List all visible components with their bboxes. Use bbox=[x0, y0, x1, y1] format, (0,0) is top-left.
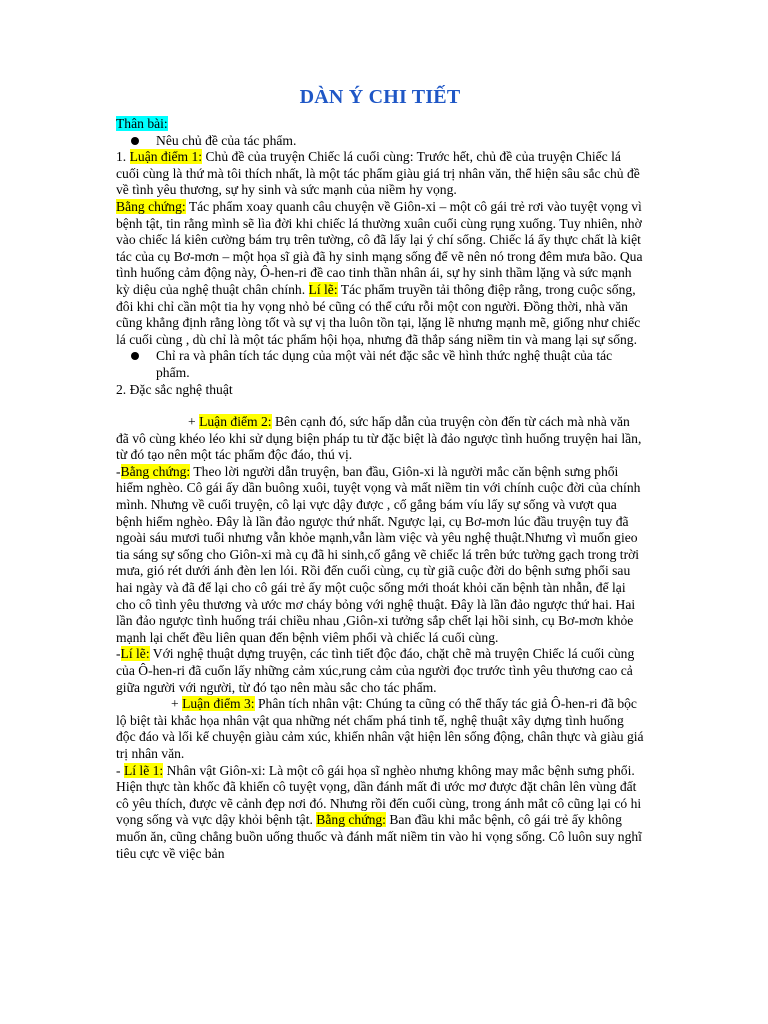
li-le-1-label: Lí lẽ 1: bbox=[123, 762, 164, 778]
luan-diem-1-label: Luận điểm 1: bbox=[129, 149, 203, 165]
paragraph-luan-diem-1 bbox=[116, 149, 644, 199]
luan-diem-2-label: Luận điểm 2: bbox=[199, 414, 272, 430]
paragraph-luan-diem-2 bbox=[116, 414, 644, 464]
paragraph-text: Tác phẩm xoay quanh câu chuyện về Giôn-xi – một cô gái trẻ rơi vào tuyệt vọng vì bệnh tật, tin rằng mình sẽ lìa đời khi chiếc lá thường xuân cuối cùng rụng xuống. Tuy nhiên, nhờ vào chiếc lá kiên cường bám trụ trên tường, cô đã lấy lại ý chí sống. Chiếc lá ấy thực chất là kiệt tác của cụ Bơ-mơn – một họa sĩ già đã hy sinh mạng sống để vẽ nên nó trong đêm mưa bão. Qua tình huống cảm động này, Ô-hen-ri đề cao tinh thần nhân ái, sự hy sinh thầm lặng và sức mạnh kỳ diệu của nghệ thuật chân chính. bbox=[116, 198, 643, 297]
spacer bbox=[116, 398, 644, 414]
paragraph-bang-chung-1 bbox=[116, 199, 644, 348]
paragraph-prefix: 1. bbox=[116, 149, 130, 165]
than-bai-label: Thân bài: bbox=[116, 116, 168, 131]
bullet-dot-icon bbox=[131, 137, 139, 145]
li-le-label: Lí lẽ: bbox=[120, 646, 150, 662]
paragraph-li-le-2 bbox=[116, 646, 644, 696]
bullet-item bbox=[116, 348, 644, 381]
paragraph-prefix: + bbox=[171, 696, 183, 712]
paragraph-luan-diem-3 bbox=[116, 696, 644, 762]
bullet-text: Chỉ ra và phân tích tác dụng của một vài nét đặc sắc về hình thức nghệ thuật của tác phẩm. bbox=[156, 348, 613, 380]
bang-chung-label: Bằng chứng: bbox=[120, 463, 191, 479]
bullet-text: Nêu chủ đề của tác phẩm. bbox=[156, 132, 297, 148]
li-le-label: Lí lẽ: bbox=[308, 281, 338, 297]
bullet-item bbox=[116, 133, 644, 150]
paragraph-prefix: - bbox=[116, 762, 124, 778]
bang-chung-label: Bằng chứng: bbox=[316, 812, 386, 828]
paragraph-dac-sac: 2. Đặc sắc nghệ thuật bbox=[116, 381, 233, 397]
paragraph-text: Với nghệ thuật dựng truyện, các tình tiết độc đáo, chặt chẽ mà truyện Chiếc lá cuối cùng của Ô-hen-ri đã cuốn lấy những cảm xúc,rung cảm của người đọc trước tình yêu thương cao cả giữa người với người, từ đó tạo nên màu sắc cho tác phẩm. bbox=[116, 646, 635, 695]
paragraph-text: Phân tích nhân vật: Chúng ta cũng có thể thấy tác giả Ô-hen-ri đã bộc lộ biệt tài khắc họa nhân vật qua những nét chấm phá tinh tế, nghệ thuật xây dựng tình huống độc đáo và lối kể chuyện giàu cảm xúc, khiến nhân vật hiện lên sống động, chân thực và giàu giá trị nhân văn. bbox=[116, 696, 644, 761]
paragraph-prefix: + bbox=[188, 414, 200, 430]
paragraph-text: Nhân vật Giôn-xi: Là một cô gái họa sĩ nghèo nhưng không may mắc bệnh sưng phổi. Hiện thực tàn khốc đã khiến cô tuyệt vọng, dần đánh mất đi ước mơ được đặt chân lên vùng đất cô yêu thích, được vẽ cảnh đẹp nơi đó. Nhưng rồi đến cuối cùng, trong ánh mắt cô cũng lại có hi vọng sống và vực dậy khỏi bệnh tật. bbox=[116, 762, 642, 828]
paragraph-bang-chung-2 bbox=[116, 464, 644, 647]
paragraph-li-le-1 bbox=[116, 763, 644, 863]
page-title: DÀN Ý CHI TIẾT bbox=[299, 86, 461, 108]
paragraph-text: Tác phẩm truyền tải thông điệp rằng, trong cuộc sống, đôi khi chỉ cần một tia hy vọng nhỏ bé cũng có thể cứu rỗi một con người. Đồng thời, nhà văn cũng khẳng định rằng lòng tốt và sự vị tha luôn tồn tại, lặng lẽ nhưng mạnh mẽ, giống như chiếc lá cuối cùng , dù chỉ là một tác phẩm hội họa, nhưng đã thắp sáng niềm tin và mang lại sự sống. bbox=[116, 281, 641, 347]
paragraph-text: Chủ đề của truyện Chiếc lá cuối cùng: Trước hết, chủ đề của truyện Chiếc lá cuối cùng là thứ mà tôi thích nhất, là một tác phẩm giàu giá trị nhân văn, thể hiện sâu sắc chủ đề về tình yêu thương, sự hy sinh và sức mạnh của niềm hy vọng. bbox=[116, 149, 640, 198]
paragraph-text: Ban đầu khi mắc bệnh, cô gái trẻ ấy không muốn ăn, cũng chẳng buồn uống thuốc và đánh mất niềm tin vào hi vọng sống. Cô luôn suy nghĩ tiêu cực về việc bản bbox=[116, 812, 642, 861]
paragraph-prefix: - bbox=[116, 646, 121, 662]
paragraph-prefix: - bbox=[116, 463, 121, 479]
bang-chung-label: Bằng chứng: bbox=[116, 198, 186, 214]
paragraph-text: Theo lời người dẫn truyện, ban đầu, Giôn-xi là người mắc căn bệnh sưng phổi hiểm nghèo. Cô gái ấy dần buông xuôi, tuyệt vọng và mất niềm tin với chính cuộc đời của chính mình. Nhưng về cuối truyện, cô lại vực dậy được , cố gắng bám víu lấy sự sống và vượt qua bệnh hiểm nghèo. Đây là lần đảo ngược thứ nhất. Ngược lại, cụ Bơ-mơn lúc đầu truyện tuy đã ngoài sáu mươi tuổi nhưng vẫn khỏe mạnh,vẫn làm việc và yêu nghệ thuật.Nhưng vì muốn gieo tia sáng sự sống cho Giôn-xi mà cụ đã hi sinh,cố gắng vẽ chiếc lá trên bức tường gạch trong trời mưa, gió rét dưới ánh đèn len lói. Rồi đến cuối cùng, cụ từ giã cuộc đời do bệnh sưng phổi sau hai ngày và đã để lại cho cô gái trẻ ấy một cuộc sống mới thoát khỏi căn bệnh tàn nhẫn, để lại cho cô tình yêu thương và ước mơ cháy bỏng với nghệ thuật. Đây là lần đảo ngược thứ hai. Hai lần đảo ngược tình huống trái chiều nhau ,Giôn-xi tưởng sắp chết lại hồi sinh, cụ Bơ-mơn khỏe mạnh lại chết đều liên quan đến bệnh viêm phổi và chiếc lá cuối cùng. bbox=[116, 463, 641, 645]
bullet-dot-icon bbox=[131, 352, 139, 360]
section-heading bbox=[116, 116, 644, 133]
paragraph-text: Bên cạnh đó, sức hấp dẫn của truyện còn đến từ cách mà nhà văn đã vô cùng khéo léo khi sử dụng biện pháp tu từ đặc biệt là đảo ngược tình huống truyện hai lần, từ đó tạo nên một tác phẩm độc đáo, thú vị. bbox=[116, 414, 642, 463]
luan-diem-3-label: Luận điểm 3: bbox=[182, 696, 255, 712]
